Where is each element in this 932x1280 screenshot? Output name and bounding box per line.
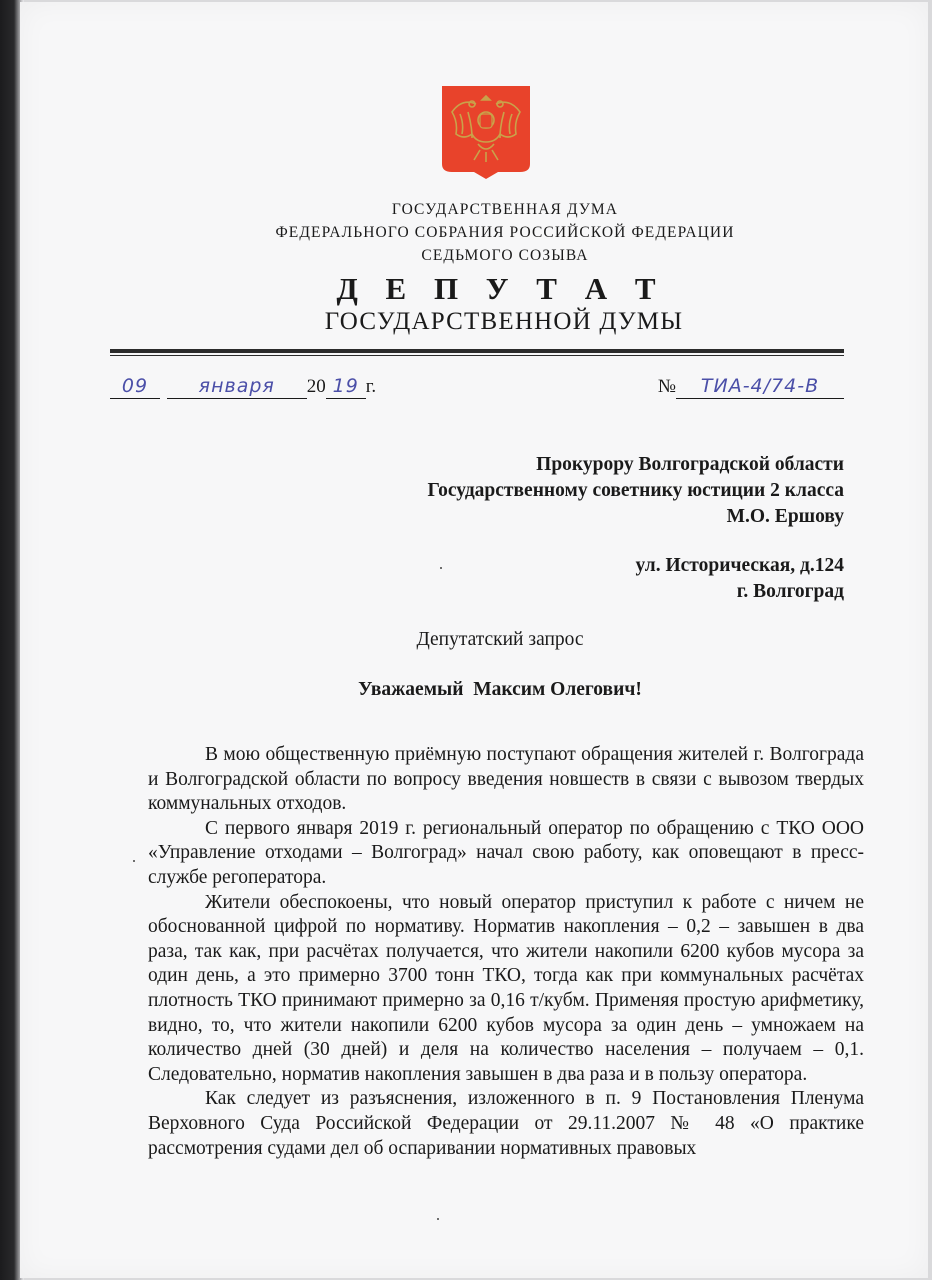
addressee-line-2: Государственному советнику юстиции 2 класса — [427, 480, 844, 501]
date-day: 09 — [110, 374, 160, 399]
org-line-1: ГОСУДАРСТВЕННАЯ ДУМА — [391, 201, 619, 218]
number-label: № — [657, 376, 676, 397]
letterhead-rule-thin — [110, 355, 844, 356]
scan-speck — [133, 860, 135, 862]
body-paragraph: Жители обеспокоены, что новый оператор приступил к работе с ничем не обоснованной цифрой по нормативу. Норматив накопления – 0,2 – завышен в два раза, так как, при расчётах получается, что жители накопили 6200 кубов мусора за один день, а это примерно 3700 тонн ТКО, тогда как при коммунальных расчётах плотность ТКО принимают примерно за 0,16 т/кубм. Применяя простую арифметику, видно, то, что жители накопили 6200 кубов мусора за один день – умножаем на количество дней (30 дней) и деля на количество населения – получаем – 0,1. Следовательно, норматив накопления завышен в два раза и в пользу оператора. — [148, 891, 864, 1085]
document-type: Депутатский запрос — [416, 629, 584, 650]
scan-speck — [437, 1218, 439, 1220]
salutation: Уважаемый Максим Олегович! — [358, 679, 642, 700]
org-line-2: ФЕДЕРАЛЬНОГО СОБРАНИЯ РОССИЙСКОЙ ФЕДЕРАЦИИ — [275, 224, 735, 241]
reference-number: ТИА-4/74-В — [676, 374, 844, 399]
body-paragraph: С первого января 2019 г. региональный оператор по обращению с ТКО ООО «Управление отходами – Волгоград» начал свою работу, как оповещают в пресс-службе регоператора. — [148, 817, 864, 888]
addressee-street: ул. Историческая, д.124 — [635, 555, 844, 576]
scan-speck — [440, 567, 442, 569]
letterhead-rule-thick — [110, 349, 844, 353]
addressee-city: г. Волгоград — [736, 581, 844, 602]
date-year-prefix: 20 — [306, 376, 326, 397]
date-month: января — [167, 374, 307, 399]
reference-number-field — [658, 372, 844, 402]
letter-body — [148, 743, 864, 1161]
letterhead-title: Д Е П У Т А Т — [336, 271, 666, 306]
date-field — [110, 372, 410, 402]
addressee-line-1: Прокурору Волгоградской области — [536, 454, 844, 475]
addressee-name: М.О. Ершову — [726, 506, 844, 527]
coat-of-arms-icon — [440, 84, 532, 180]
org-line-3: СЕДЬМОГО СОЗЫВА — [421, 247, 589, 264]
body-paragraph: В мою общественную приёмную поступают обращения жителей г. Волгограда и Волгоградской области по вопросу введения новшеств в связи с вывозом твердых коммунальных отходов. — [148, 744, 864, 815]
date-year-suffix: 19 — [326, 374, 366, 399]
body-paragraph: Как следует из разъяснения, изложенного в п. 9 Постановления Пленума Верховного Суда Российской Федерации от 29.11.2007 № 48 «О практике рассмотрения судами дел об оспаривании нормативных правовых — [148, 1088, 864, 1159]
letterhead-subtitle: ГОСУДАРСТВЕННОЙ ДУМЫ — [324, 308, 684, 335]
date-year-mark: г. — [365, 376, 377, 397]
